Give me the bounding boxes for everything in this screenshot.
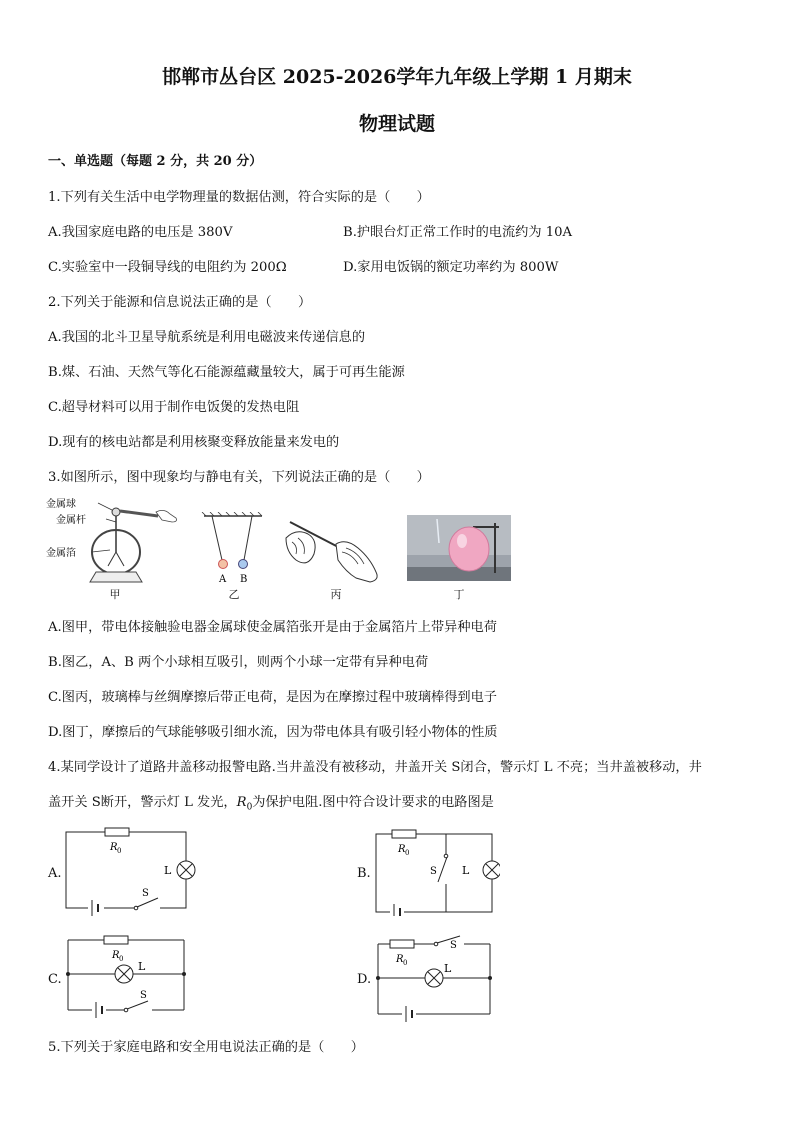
- q1-option-d: D.家用电饭锅的额定功率约为 800W: [343, 260, 559, 275]
- q3-option-a: A.图甲，带电体接触验电器金属球使金属箔张开是由于金属箔片上带异种电荷: [48, 620, 497, 635]
- caption-yi: 乙: [228, 588, 240, 601]
- circuit-d-diagram: [372, 934, 498, 1024]
- q4-stem-line2: [48, 791, 494, 813]
- svg-text:R: R: [398, 844, 406, 855]
- q1-option-a: A.我国家庭电路的电压是 380V: [48, 225, 233, 240]
- q2-option-c: C.超导材料可以用于制作电饭煲的发热电阻: [48, 400, 300, 415]
- svg-text:R: R: [396, 954, 404, 965]
- q3-option-d: D.图丁，摩擦后的气球能够吸引细水流，因为带电体具有吸引轻小物体的性质: [48, 725, 498, 740]
- exam-title: 邯郸市丛台区 2025-2026学年九年级上学期 1 月期末: [162, 66, 632, 88]
- q4-stem-text-post: 为保护电阻.图中符合设计要求的电路图是: [252, 795, 494, 810]
- q4-stem-line1: 4.某同学设计了道路井盖移动报警电路.当井盖没有被移动，井盖开关 S闭合，警示灯 L 不亮；当井盖被移动，井: [48, 760, 702, 775]
- circuit-b-lamp-label: L: [462, 864, 470, 877]
- circuit-b-switch-label: S: [430, 866, 437, 877]
- q3-option-c: C.图丙，玻璃棒与丝绸摩擦后带正电荷，是因为在摩擦过程中玻璃棒得到电子: [48, 690, 497, 705]
- q3-stem: 3.如图所示，图中现象均与静电有关，下列说法正确的是（ ）: [48, 470, 430, 485]
- label-metal-foil: 金属箔: [46, 548, 76, 559]
- q2-option-d: D.现有的核电站都是利用核聚变释放能量来发电的: [48, 435, 340, 450]
- svg-text:R: R: [110, 842, 118, 853]
- q2-stem: 2.下列关于能源和信息说法正确的是（ ）: [48, 295, 312, 310]
- glass-rod-figure: [282, 512, 392, 584]
- electroscope-figure: [46, 494, 186, 586]
- circuit-b-diagram: [370, 826, 500, 916]
- caption-jia: 甲: [109, 588, 121, 601]
- q2-option-b: B.煤、石油、天然气等化石能源蕴藏量较大，属于可再生能源: [48, 365, 405, 380]
- circuit-b-label: B.: [357, 866, 371, 881]
- circuit-a-switch-label: S: [142, 888, 149, 899]
- q2-option-a: A.我国的北斗卫星导航系统是利用电磁波来传递信息的: [48, 330, 366, 345]
- svg-text:0: 0: [117, 847, 122, 855]
- r0-subscript: 0: [246, 802, 253, 813]
- circuit-c-label: C.: [48, 972, 62, 987]
- circuit-a-diagram: [60, 826, 200, 916]
- circuit-d-switch-label: S: [450, 940, 457, 951]
- svg-text:R: R: [112, 950, 120, 961]
- circuit-a-lamp-label: L: [164, 864, 172, 877]
- caption-ding: 丁: [453, 588, 465, 601]
- circuit-c-diagram: [62, 934, 188, 1018]
- circuit-d-label: D.: [357, 972, 372, 987]
- q1-option-b: B.护眼台灯正常工作时的电流约为 10A: [343, 225, 573, 240]
- circuit-c-switch-label: S: [140, 990, 147, 1001]
- circuit-d-lamp-label: L: [444, 962, 452, 975]
- r0-symbol: R: [236, 795, 247, 810]
- svg-text:0: 0: [119, 955, 124, 963]
- label-metal-rod: 金属杆: [56, 515, 86, 526]
- section-heading: 一、单选题（每题 2 分，共 20 分）: [48, 154, 263, 169]
- q3-option-b: B.图乙，A、B 两个小球相互吸引，则两个小球一定带有异种电荷: [48, 655, 429, 670]
- q1-option-c: C.实验室中一段铜导线的电阻约为 200Ω: [48, 260, 287, 275]
- label-ball-a: A: [219, 574, 227, 585]
- balloon-photo: [407, 515, 511, 581]
- caption-bing: 丙: [330, 588, 342, 601]
- svg-text:0: 0: [403, 959, 408, 967]
- label-metal-ball: 金属球: [46, 499, 76, 510]
- circuit-a-label: A.: [48, 866, 62, 881]
- q1-stem: 1.下列有关生活中电学物理量的数据估测，符合实际的是（ ）: [48, 190, 430, 205]
- svg-text:0: 0: [405, 849, 410, 857]
- q4-stem-text-pre: 盖开关 S断开，警示灯 L 发光，: [48, 795, 237, 810]
- exam-subtitle: 物理试题: [358, 113, 435, 135]
- label-ball-b: B: [240, 574, 248, 585]
- circuit-c-lamp-label: L: [138, 960, 146, 973]
- q5-stem: 5.下列关于家庭电路和安全用电说法正确的是（ ）: [48, 1040, 364, 1055]
- pith-balls-figure: [200, 512, 270, 588]
